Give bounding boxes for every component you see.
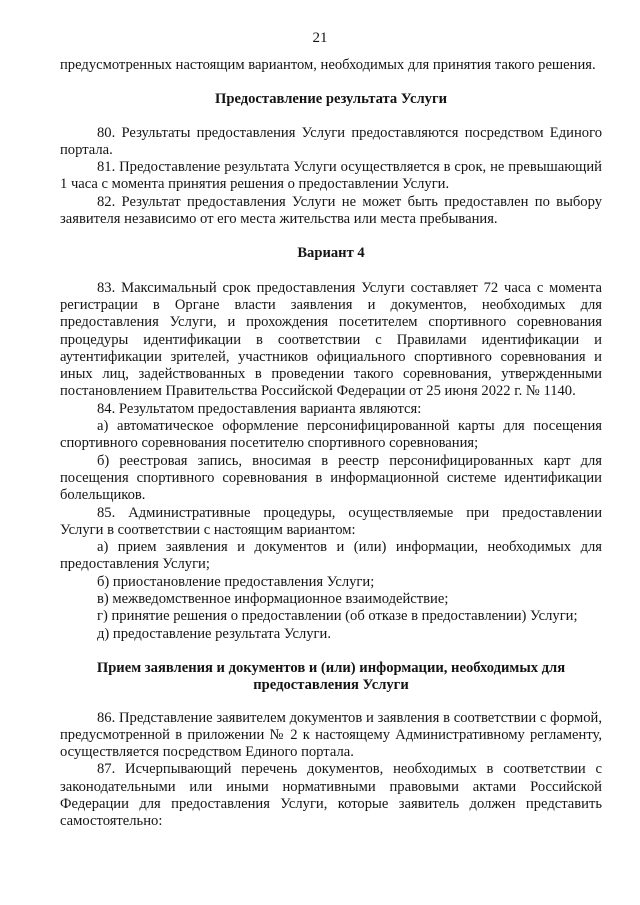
paragraph-86: 86. Представление заявителем документов и заявления в соответствии с формой, предусмотренной в приложении № 2 к настоящему Административному регламенту, осуществляется посредством Единого портала. xyxy=(60,709,602,761)
section-heading-application xyxy=(60,660,602,695)
paragraph-87: 87. Исчерпывающий перечень документов, необходимых в соответствии с законодательными или иными нормативными правовыми актами Российской Федерации для предоставления Услуги, которые заявитель должен представить самостоятельно: xyxy=(60,761,602,830)
paragraph-85: 85. Административные процедуры, осуществляемые при предоставлении Услуги в соответствии с настоящим вариантом: xyxy=(60,504,602,538)
paragraph-81: 81. Предоставление результата Услуги осуществляется в срок, не превышающий 1 часа с момента принятия решения о предоставлении Услуги. xyxy=(60,159,602,193)
section-heading-result: Предоставление результата Услуги xyxy=(215,91,447,108)
paragraph-85-d: д) предоставление результата Услуги. xyxy=(97,625,331,642)
paragraph-80: 80. Результаты предоставления Услуги предоставляются посредством Единого портала. xyxy=(60,124,602,158)
document-body xyxy=(60,57,602,831)
paragraph-85-a: а) прием заявления и документов и (или) информации, необходимых для предоставления Услуги; xyxy=(60,539,602,573)
paragraph-83: 83. Максимальный срок предоставления Услуги составляет 72 часа с момента регистрации в Органе власти заявления и документов, необходимых для предоставления Услуги, и прохождения посетителем спортивного соревнования процедуры идентификации в соответствии с Правилами идентификации и аутентификации зрителей, участников официального спортивного соревнования и иных лиц, задействованных в проведении такого соревнования, утвержденными постановлением Правительства Российской Федерации от 25 июня 2022 г. № 1140. xyxy=(60,279,602,400)
section-heading-application-line-2: предоставления Услуги xyxy=(253,677,409,694)
section-heading-variant-4: Вариант 4 xyxy=(297,245,365,262)
paragraph-82: 82. Результат предоставления Услуги не может быть предоставлен по выбору заявителя независимо от его места жительства или места пребывания. xyxy=(60,193,602,228)
section-heading-application-line-1: Прием заявления и документов и (или) информации, необходимых для xyxy=(96,659,566,676)
page-number: 21 xyxy=(312,30,328,46)
paragraph-85-b: б) приостановление предоставления Услуги; xyxy=(97,573,375,590)
paragraph-84-a: а) автоматическое оформление персонифицированной карты для посещения спортивного соревнования посетителю спортивного соревнования; xyxy=(60,418,602,452)
paragraph-85-g: г) принятие решения о предоставлении (об отказе в предоставлении) Услуги; xyxy=(97,608,578,625)
intro-paragraph: предусмотренных настоящим вариантом, необходимых для принятия такого решения. xyxy=(60,57,596,73)
paragraph-84: 84. Результатом предоставления варианта являются: xyxy=(97,400,422,417)
paragraph-85-v: в) межведомственное информационное взаимодействие; xyxy=(97,591,449,608)
paragraph-84-b: б) реестровая запись, вносимая в реестр персонифицированных карт для посещения спортивного соревнования в информационной системе идентификации болельщиков. xyxy=(60,452,602,504)
